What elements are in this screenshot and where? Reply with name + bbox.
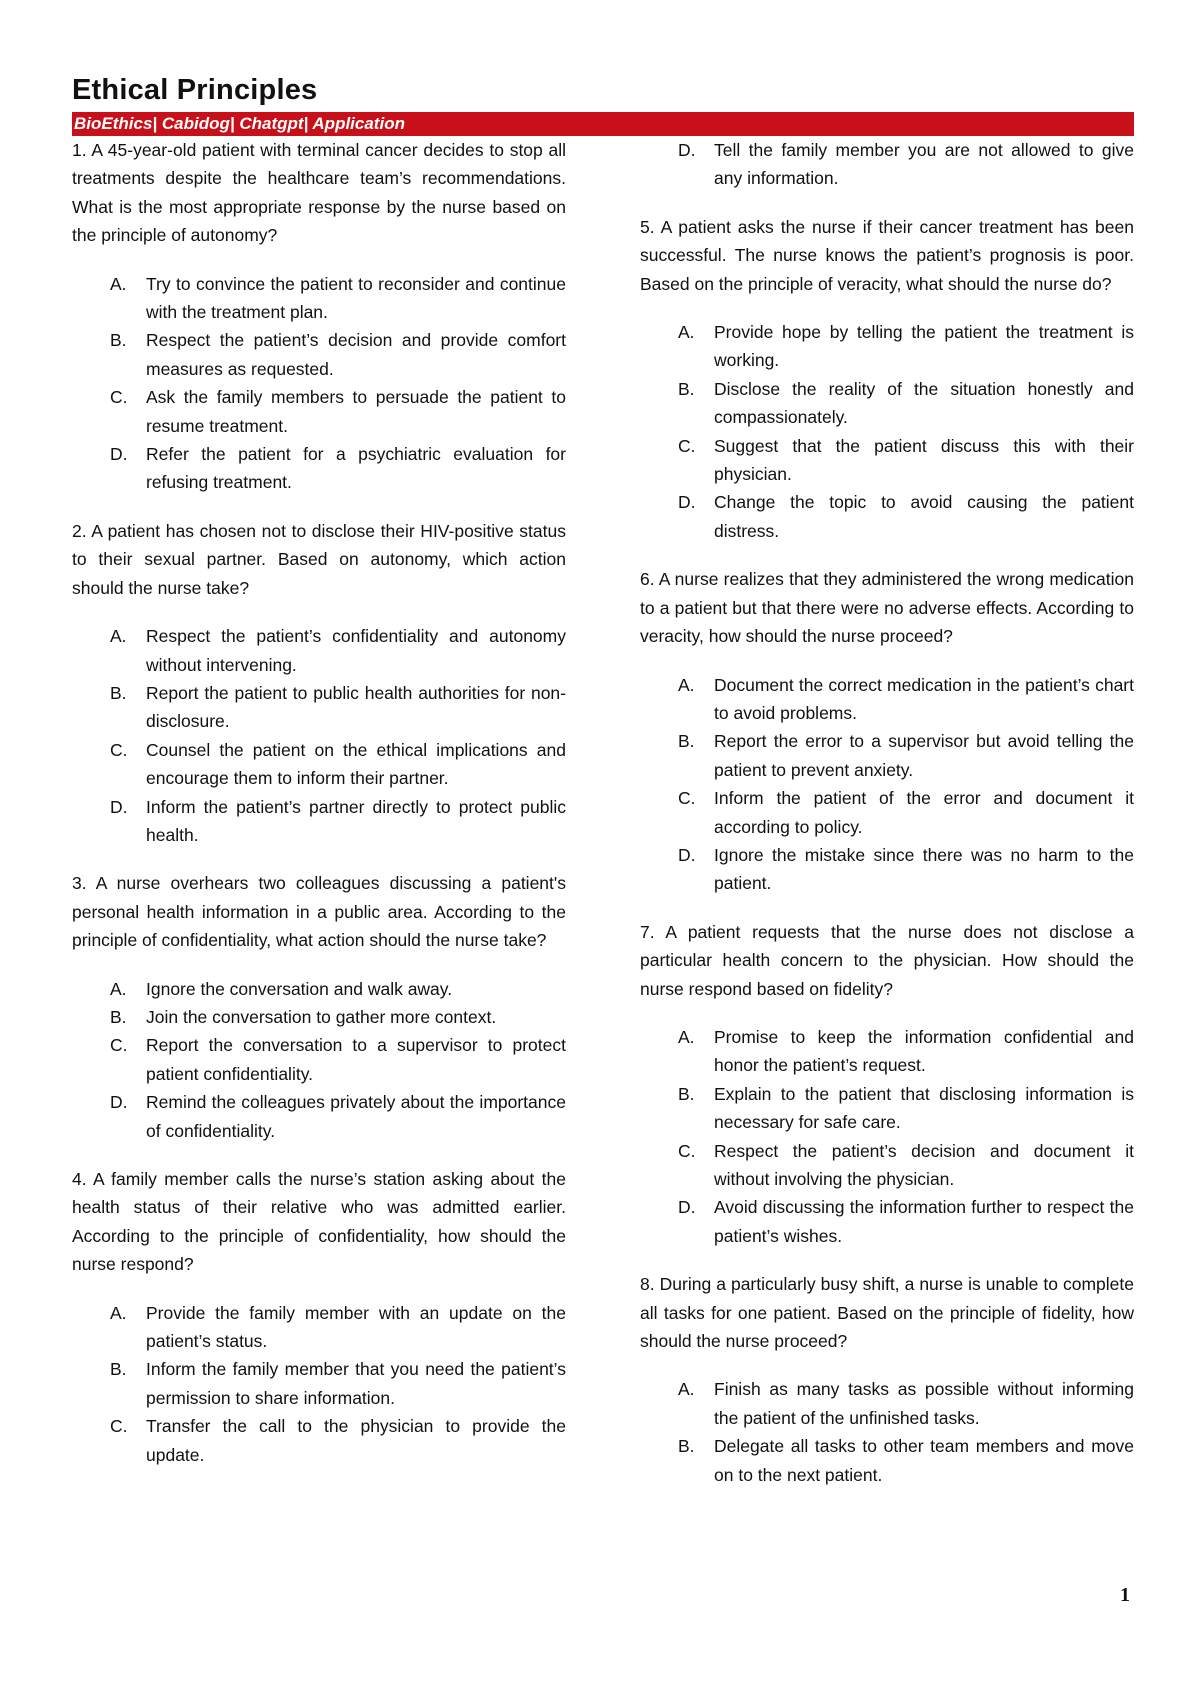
option-list bbox=[72, 975, 566, 1145]
option-list bbox=[640, 136, 1134, 193]
option-text: Counsel the patient on the ethical implications and encourage them to inform their partner. bbox=[146, 739, 566, 789]
option-item bbox=[72, 622, 566, 679]
question-2 bbox=[72, 517, 566, 849]
option-text: Remind the colleagues privately about the importance of confidentiality. bbox=[146, 1092, 566, 1141]
question-stem: 5. A patient asks the nurse if their cancer treatment has been successful. The nurse knows the patient’s prognosis is poor. Based on the principle of veracity, what should the nurse do? bbox=[640, 216, 1134, 294]
option-letter: C. bbox=[110, 1416, 128, 1437]
option-text: Report the conversation to a supervisor to protect patient confidentiality. bbox=[146, 1035, 566, 1084]
question-stem: 3. A nurse overhears two colleagues discussing a patient's personal health information in a public area. According to the principle of confidentiality, what action should the nurse take? bbox=[72, 873, 566, 951]
option-text: Report the patient to public health authorities for non-disclosure. bbox=[146, 682, 566, 732]
option-item bbox=[640, 1137, 1134, 1194]
option-item bbox=[640, 784, 1134, 841]
option-item bbox=[640, 1375, 1134, 1432]
option-letter: D. bbox=[678, 140, 696, 160]
option-item bbox=[72, 1003, 566, 1031]
option-item bbox=[72, 679, 566, 736]
option-item bbox=[72, 440, 566, 497]
option-list bbox=[640, 1023, 1134, 1250]
option-item bbox=[72, 793, 566, 850]
option-item bbox=[640, 488, 1134, 545]
option-letter: A. bbox=[110, 626, 127, 647]
option-text: Respect the patient’s decision and provide comfort measures as requested. bbox=[146, 330, 566, 379]
option-text: Suggest that the patient discuss this with their physician. bbox=[714, 435, 1134, 485]
option-item bbox=[640, 136, 1134, 193]
left-column bbox=[72, 136, 566, 1489]
option-letter: C. bbox=[110, 1035, 128, 1056]
option-item bbox=[72, 326, 566, 383]
question-stem: 1. A 45-year-old patient with terminal cancer decides to stop all treatments despite the healthcare team’s recommendations. What is the most appropriate response by the nurse based on the principle of autonomy? bbox=[72, 140, 566, 246]
question-stem: 4. A family member calls the nurse’s station asking about the health status of their relative who was admitted earlier. According to the principle of confidentiality, how should the nurse respond? bbox=[72, 1169, 566, 1275]
question-stem: 6. A nurse realizes that they administered the wrong medication to a patient but that there were no adverse effects. According to veracity, how should the nurse proceed? bbox=[640, 569, 1134, 647]
option-item bbox=[640, 1023, 1134, 1080]
option-letter: B. bbox=[678, 1436, 695, 1457]
option-text: Avoid discussing the information further to respect the patient’s wishes. bbox=[714, 1197, 1134, 1246]
option-text: Explain to the patient that disclosing information is necessary for safe care. bbox=[714, 1083, 1134, 1133]
option-letter: B. bbox=[110, 682, 127, 703]
option-item bbox=[72, 383, 566, 440]
option-text: Inform the patient’s partner directly to protect public health. bbox=[146, 796, 566, 845]
option-letter: D. bbox=[678, 844, 696, 865]
option-item bbox=[72, 270, 566, 327]
option-item bbox=[72, 1088, 566, 1145]
option-letter: D. bbox=[110, 444, 128, 465]
option-item bbox=[640, 432, 1134, 489]
option-letter: A. bbox=[678, 1026, 695, 1047]
question-stem: 7. A patient requests that the nurse does not disclose a particular health concern to the physician. How should the nurse respond based on fidelity? bbox=[640, 921, 1134, 999]
option-list bbox=[640, 671, 1134, 898]
option-text: Finish as many tasks as possible without informing the patient of the unfinished tasks. bbox=[714, 1379, 1134, 1428]
option-letter: B. bbox=[110, 1006, 127, 1027]
option-text: Delegate all tasks to other team members and move on to the next patient. bbox=[714, 1436, 1134, 1485]
option-list bbox=[72, 622, 566, 849]
option-letter: A. bbox=[678, 1379, 695, 1400]
option-text: Try to convince the patient to reconsider and continue with the treatment plan. bbox=[146, 273, 566, 323]
option-item bbox=[72, 736, 566, 793]
option-letter: D. bbox=[678, 1197, 696, 1218]
option-letter: A. bbox=[678, 674, 695, 695]
question-stem: 2. A patient has chosen not to disclose their HIV-positive status to their sexual partner. Based on autonomy, which action should the nurse take? bbox=[72, 520, 566, 598]
page-title: Ethical Principles bbox=[72, 74, 318, 106]
option-list bbox=[640, 318, 1134, 545]
question-1 bbox=[72, 136, 566, 497]
option-letter: B. bbox=[678, 378, 695, 399]
option-text: Refer the patient for a psychiatric evaluation for refusing treatment. bbox=[146, 444, 566, 493]
option-letter: B. bbox=[678, 1083, 695, 1104]
option-letter: C. bbox=[678, 435, 696, 456]
page-number: 1 bbox=[1120, 1584, 1130, 1606]
option-item bbox=[640, 318, 1134, 375]
question-5 bbox=[640, 213, 1134, 545]
question-stem: 8. During a particularly busy shift, a nurse is unable to complete all tasks for one patient. Based on the principle of fidelity, how should the nurse proceed? bbox=[640, 1274, 1134, 1352]
option-item bbox=[72, 1299, 566, 1356]
option-text: Inform the patient of the error and document it according to policy. bbox=[714, 788, 1134, 837]
option-letter: B. bbox=[110, 330, 127, 351]
option-item bbox=[72, 1412, 566, 1469]
option-text: Provide hope by telling the patient the treatment is working. bbox=[714, 322, 1134, 371]
option-text: Transfer the call to the physician to provide the update. bbox=[146, 1416, 566, 1465]
section-banner bbox=[72, 112, 1134, 136]
option-letter: A. bbox=[110, 1302, 127, 1323]
question-3 bbox=[72, 869, 566, 1145]
question-8 bbox=[640, 1270, 1134, 1489]
option-list bbox=[72, 1299, 566, 1469]
option-text: Inform the family member that you need the patient’s permission to share information. bbox=[146, 1359, 566, 1408]
option-text: Respect the patient’s confidentiality and autonomy without intervening. bbox=[146, 626, 566, 675]
option-text: Report the error to a supervisor but avoid telling the patient to prevent anxiety. bbox=[714, 731, 1134, 780]
option-letter: A. bbox=[110, 978, 127, 999]
option-text: Change the topic to avoid causing the patient distress. bbox=[714, 492, 1134, 541]
option-letter: C. bbox=[678, 788, 696, 809]
option-text: Disclose the reality of the situation honestly and compassionately. bbox=[714, 378, 1134, 428]
option-letter: A. bbox=[110, 273, 127, 294]
option-text: Join the conversation to gather more context. bbox=[146, 1006, 497, 1027]
right-column bbox=[640, 136, 1134, 1509]
option-letter: A. bbox=[678, 322, 695, 343]
option-text: Promise to keep the information confidential and honor the patient’s request. bbox=[714, 1026, 1134, 1076]
option-text: Provide the family member with an update on the patient’s status. bbox=[146, 1302, 566, 1352]
option-item bbox=[640, 1080, 1134, 1137]
option-letter: C. bbox=[110, 739, 128, 760]
option-item bbox=[72, 1355, 566, 1412]
option-text: Tell the family member you are not allowed to give any information. bbox=[714, 140, 1134, 189]
option-text: Ignore the mistake since there was no harm to the patient. bbox=[714, 844, 1134, 894]
option-item bbox=[72, 975, 566, 1003]
banner-text: BioEthics| Cabidog| Chatgpt| Application bbox=[74, 114, 405, 133]
option-text: Document the correct medication in the patient’s chart to avoid problems. bbox=[714, 674, 1134, 723]
option-letter: C. bbox=[678, 1140, 696, 1161]
option-letter: D. bbox=[678, 492, 696, 513]
option-text: Respect the patient’s decision and document it without involving the physician. bbox=[714, 1140, 1134, 1189]
option-item bbox=[640, 727, 1134, 784]
option-item bbox=[640, 1432, 1134, 1489]
option-text: Ask the family members to persuade the patient to resume treatment. bbox=[146, 387, 566, 436]
option-list bbox=[72, 270, 566, 497]
option-letter: B. bbox=[110, 1359, 127, 1380]
option-item bbox=[72, 1031, 566, 1088]
question-6 bbox=[640, 565, 1134, 897]
question-4-continued bbox=[640, 136, 1134, 193]
option-letter: B. bbox=[678, 731, 695, 752]
question-7 bbox=[640, 918, 1134, 1250]
option-letter: D. bbox=[110, 1092, 128, 1113]
option-item bbox=[640, 841, 1134, 898]
option-item bbox=[640, 1193, 1134, 1250]
option-letter: C. bbox=[110, 387, 128, 408]
option-item bbox=[640, 671, 1134, 728]
option-letter: D. bbox=[110, 796, 128, 817]
option-list bbox=[640, 1375, 1134, 1489]
question-4 bbox=[72, 1165, 566, 1469]
option-item bbox=[640, 375, 1134, 432]
option-text: Ignore the conversation and walk away. bbox=[146, 978, 453, 999]
